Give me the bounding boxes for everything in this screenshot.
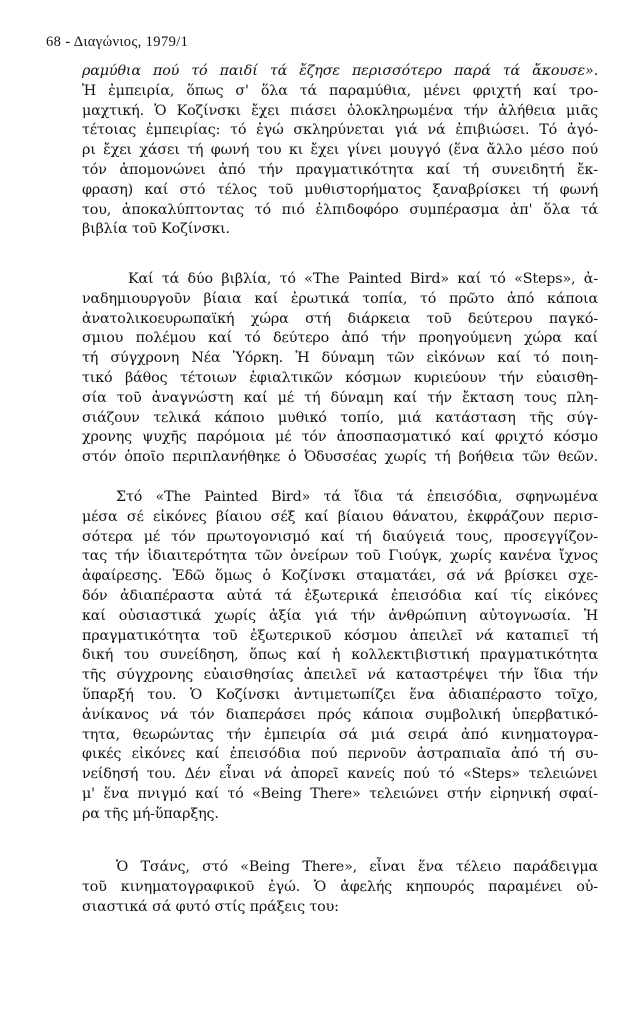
text-line: μαχτική. Ὁ Κοζίνσκι ἔχει πιάσει ὁλοκληρωμένα τήν ἀλήθεια μιᾶς — [82, 102, 598, 119]
text-line: μέσα σέ εἰκόνες βίαιου σέξ καί βίαιου θάνατου, ἐκφράζουν περισ- — [82, 508, 598, 525]
text-line: πραγματικότητα τοῦ ἐξωτερικοῦ κόσμου ἀπειλεῖ νά καταπιεῖ τή — [82, 627, 598, 644]
text-line: ἀνατολικοευρωπαϊκή χώρα στή διάρκεια τοῦ δεύτερου παγκό- — [82, 310, 598, 327]
paragraph-3 — [82, 488, 598, 825]
text-line: σότερα μέ τόν πρωτογονισμό καί τή διαύγειά τους, προσεγγίζον- — [82, 528, 598, 545]
text-line: τας τήν ἰδιαιτερότητα τῶν ὀνείρων τοῦ Γιούγκ, χωρίς κανένα ἴχνος — [82, 548, 598, 565]
text-line: μ' ἕνα πνιγμό καί τό «Being There» τελειώνει στήν εἰρηνική σφαί- — [82, 785, 598, 802]
text-line: καί οὐσιαστικά χωρίς ἀξία γιά τήν ἀνθρώπινη αὐτογνωσία. Ἡ — [82, 607, 598, 624]
text-line: νείδησή του. Δέν εἶναι νά ἀπορεῖ κανείς πού τό «Steps» τελειώνει — [82, 766, 598, 783]
text-line: δόν ἀδιαπέραστα αὐτά τά ἐξωτερικά ἐπεισόδια καί τίς εἰκόνες — [82, 587, 598, 604]
text-line: Στό «The Painted Bird» τά ἴδια τά ἐπεισόδια, σφηνωμένα — [116, 489, 598, 505]
text-line: ραμύθια πού τό παιδί τά ἔζησε περισσότερο παρά τά ἄκουσε». — [82, 63, 598, 79]
text-line: ὕπαρξή του. Ὁ Κοζίνσκι ἀντιμετωπίζει ἕνα ἀδιαπέραστο τοῖχο, — [82, 686, 598, 703]
paragraph-2 — [82, 270, 598, 468]
text-line: ἀφαίρεσης. Ἐδῶ ὅμως ὁ Κοζίνσκι σταματάει, σά νά βρίσκει σχε- — [82, 568, 598, 585]
text-line: φικές εἰκόνες καί ἐπεισόδια πού περνοῦν ἀστραπιαῖα ἀπό τή συ- — [82, 746, 598, 763]
text-line: σιαστικά σά φυτό στίς πράξεις του: — [82, 898, 339, 915]
text-line: τόν ἀπομονώνει ἀπό τήν πραγματικότητα καί τή συνειδητή ἔκ- — [82, 161, 598, 178]
text-line: σιάζουν τελικά κάποιο μυθικό τοπίο, μιά κατάσταση τῆς σύγ- — [82, 409, 598, 426]
paragraph-1 — [82, 62, 598, 240]
text-line: του, ἀποκαλύπτοντας τό πιό ἐλπιδοφόρο συμπέρασμα ἀπ' ὅλα τά — [82, 201, 598, 218]
text-line: Καί τά δύο βιβλία, τό «The Painted Bird» καί τό «Steps», ἀ- — [128, 271, 598, 287]
text-line: ρα τῆς μή-ὕπαρξης. — [82, 805, 219, 822]
running-head: 68 - Διαγώνιος, 1979/1 — [46, 34, 189, 50]
paragraph-4 — [82, 858, 598, 917]
text-line: χρονης ψυχῆς παρόμοια μέ τόν ἀποσπασματικό καί φριχτό κόσμο — [82, 429, 598, 446]
text-line: σία τοῦ ἀναγνώστη καί μέ τή δύναμη καί τήν ἔκταση τους πλη- — [82, 389, 598, 406]
text-line: δική του συνείδηση, ὅπως καί ἡ κολλεκτιβιστική πραγματικότητα — [82, 647, 598, 664]
text-line: Ἡ ἐμπειρία, ὅπως σ' ὅλα τά παραμύθια, μένει φριχτή καί τρο- — [82, 82, 598, 99]
text-line: στόν ὁποῖο περιπλανήθηκε ὁ Ὀδυσσέας χωρίς τή βοήθεια τῶν θεῶν. — [82, 449, 598, 466]
text-line: ναδημιουργοῦν βίαια καί ἐρωτικά τοπία, τό πρῶτο ἀπό κάποια — [82, 290, 598, 307]
text-line: φραση) καί στό τέλος τοῦ μυθιστορήματος ξαναβρίσκει τή φωνή — [82, 181, 598, 198]
text-line: τέτοιας ἐμπειρίας: τό ἐγώ σκληρύνεται γιά νά ἐπιβιώσει. Τό ἀγό- — [82, 122, 598, 139]
text-line: τικό βάθος τέτοιων ἐφιαλτικῶν κόσμων κυριεύουν τήν εὐαισθη- — [82, 369, 598, 386]
text-line: βιβλία τοῦ Κοζίνσκι. — [82, 221, 230, 238]
text-line: ἀνίκανος νά τόν διαπεράσει πρός κάποια συμβολική ὑπερβατικό- — [82, 706, 598, 723]
text-line: τοῦ κινηματογραφικοῦ ἐγώ. Ὁ ἀφελής κηπουρός παραμένει οὐ- — [82, 878, 598, 895]
text-line: τή σύγχρονη Νέα Ὑόρκη. Ἡ δύναμη τῶν εἰκόνων καί τό ποιη- — [82, 350, 598, 367]
text-line: Ὁ Τσάνς, στό «Being There», εἶναι ἕνα τέλειο παράδειγμα — [116, 859, 598, 875]
text-line: σμιου πολέμου καί τό δεύτερο ἀπό τήν προηγούμενη χώρα καί — [82, 330, 598, 347]
text-line: τῆς σύγχρονης εὐαισθησίας ἀπειλεῖ νά καταστρέψει τήν ἴδια τήν — [82, 667, 598, 684]
text-line: ρι ἔχει χάσει τή φωνή του κι ἔχει γίνει μουγγό (ἕνα ἄλλο μέσο πού — [82, 142, 598, 159]
text-line: τητα, θεωρώντας τήν ἐμπειρία σά μιά σειρά ἀπό κινηματογρα- — [82, 726, 598, 743]
